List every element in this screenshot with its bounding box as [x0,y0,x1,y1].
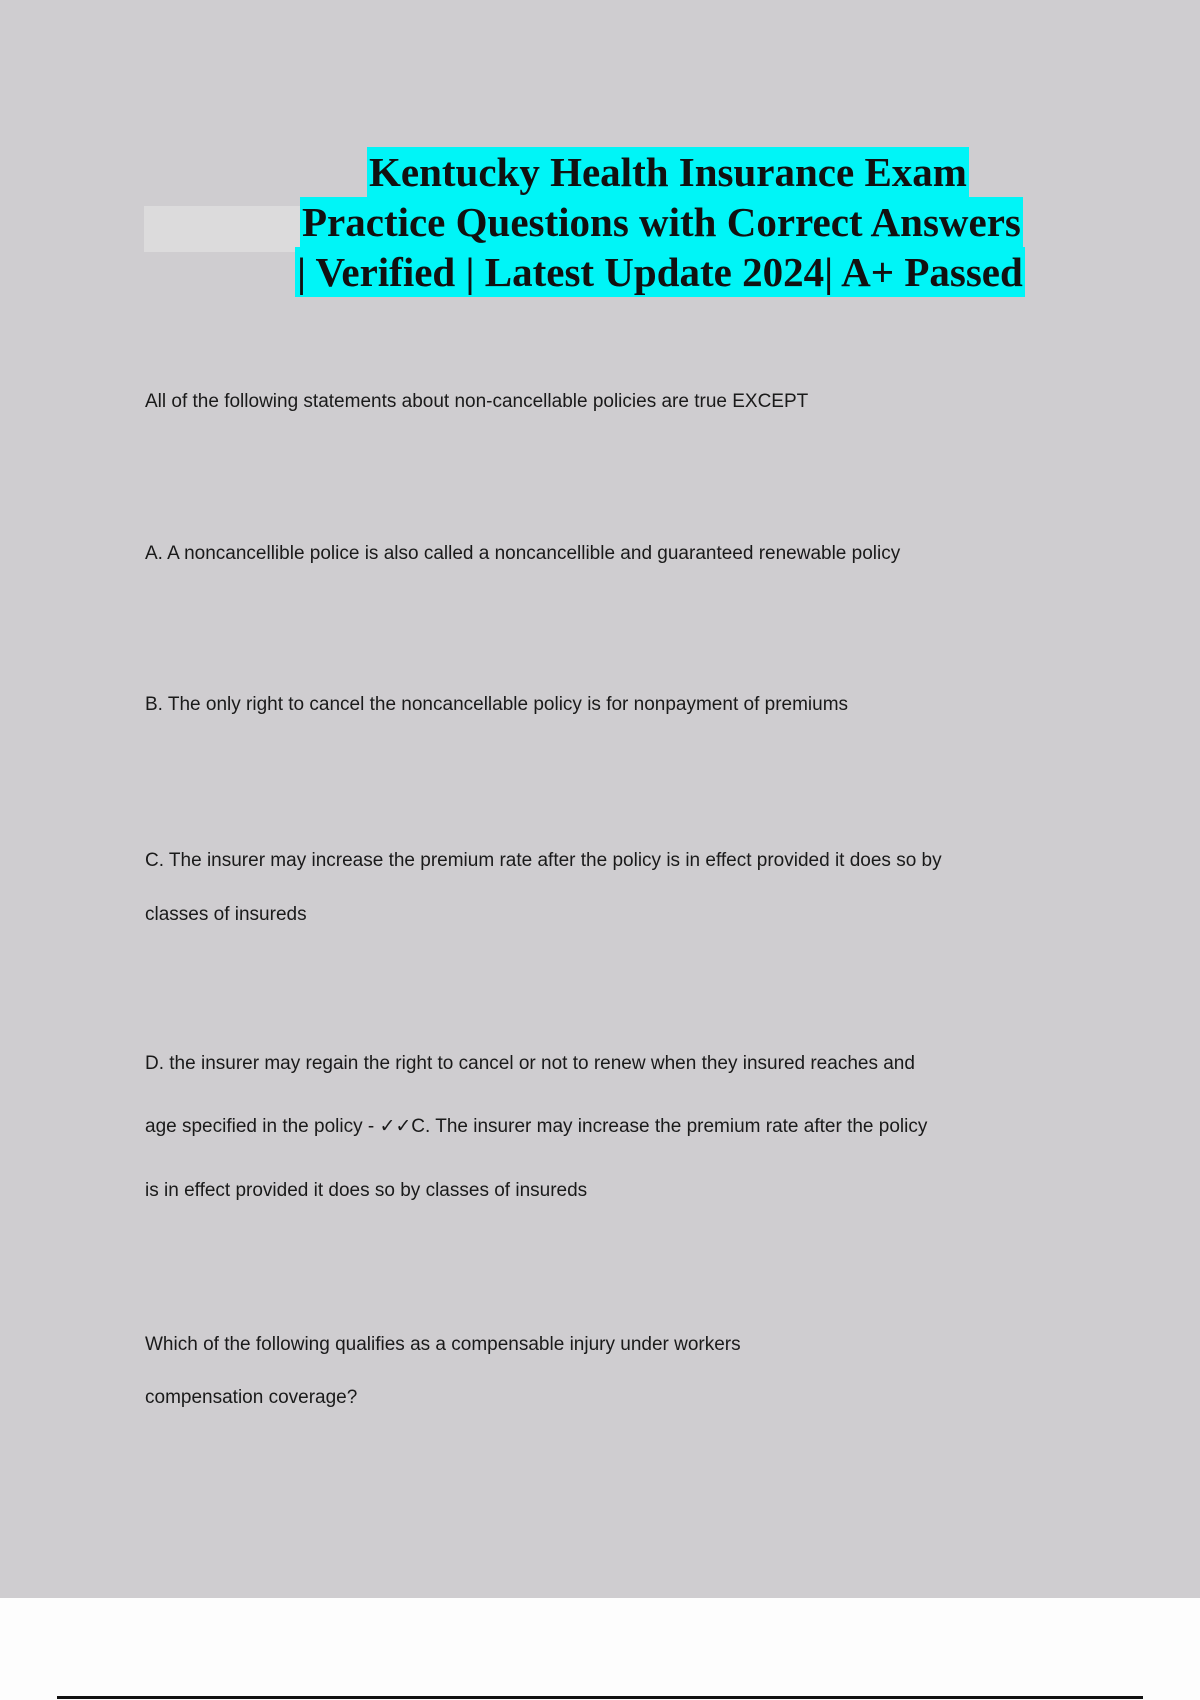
option-c-line-2: classes of insureds [145,904,307,925]
option-b: B. The only right to cancel the noncancellable policy is for nonpayment of premiums [145,694,849,715]
document-title-line-3: | Verified | Latest Update 2024| A+ Passed [297,249,1023,295]
decorative-bar [144,206,304,252]
question-2-line-2: compensation coverage? [145,1387,358,1408]
document-title-line-1: Kentucky Health Insurance Exam [369,149,967,195]
document-title-line-2: Practice Questions with Correct Answers [302,199,1021,245]
option-a: A. A noncancellible police is also called a noncancellible and guaranteed renewable policy [145,543,901,564]
question-2-line-1: Which of the following qualifies as a compensable injury under workers [145,1334,741,1355]
option-d-line-2-answer: age specified in the policy - ✓✓C. The insurer may increase the premium rate after the policy [145,1116,928,1137]
option-d-line-3-answer: is in effect provided it does so by classes of insureds [145,1180,588,1201]
page-divider [57,1696,1143,1699]
question-1-text: All of the following statements about non-cancellable policies are true EXCEPT [145,391,809,412]
option-d-line-1: D. the insurer may regain the right to cancel or not to renew when they insured reaches and [145,1053,915,1074]
option-c-line-1: C. The insurer may increase the premium rate after the policy is in effect provided it does so by [145,850,942,871]
